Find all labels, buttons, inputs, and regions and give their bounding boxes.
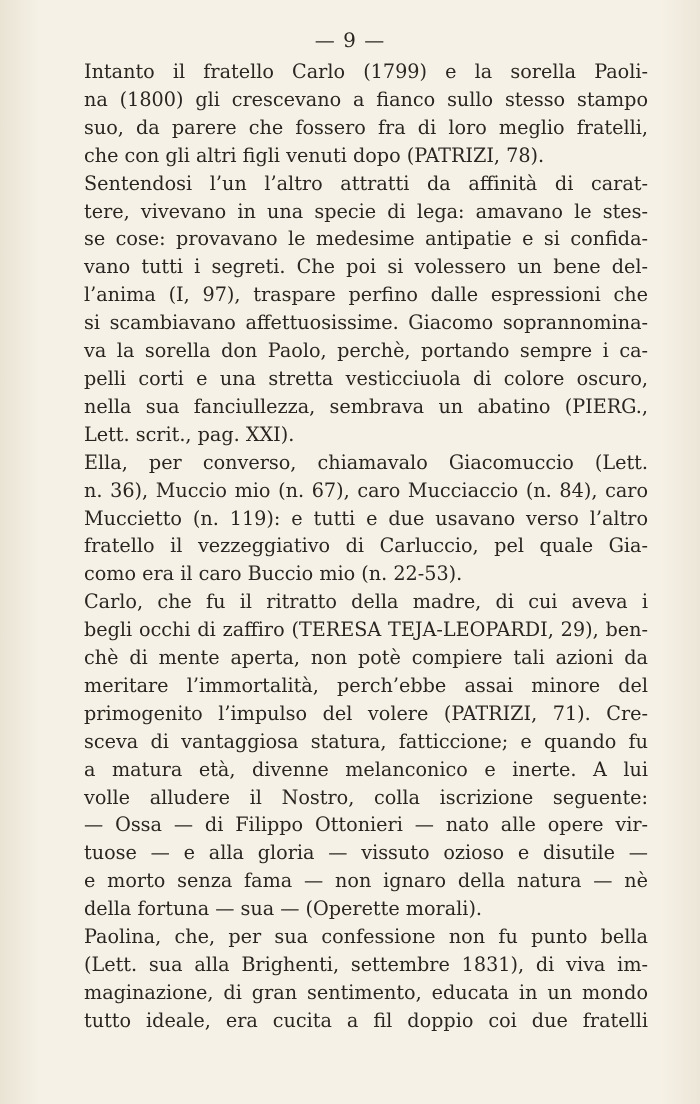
text-line: nella sua fanciullezza, sembrava un abatino (PIERG., bbox=[84, 394, 648, 418]
text-line: Muccietto (n. 119): e tutti e due usavano verso l’altro bbox=[84, 506, 648, 530]
text-line: maginazione, di gran sentimento, educata in un mondo bbox=[84, 980, 648, 1004]
text-line: chè di mente aperta, non potè compiere tali azioni da bbox=[84, 646, 648, 670]
text-line: volle alludere il Nostro, colla iscrizione seguente: bbox=[84, 785, 648, 809]
text-line: si scambiavano affettuosissime. Giacomo soprannomina- bbox=[84, 311, 648, 335]
text-line: va la sorella don Paolo, perchè, portando sempre i ca- bbox=[84, 339, 648, 363]
text-line: Ella, per converso, chiamavalo Giacomuccio (Lett. bbox=[84, 450, 648, 474]
page-number: — 9 — bbox=[314, 28, 386, 52]
text-line: pelli corti e una stretta vesticciuola di colore oscuro, bbox=[84, 366, 648, 390]
text-line: begli occhi di zaffiro (TERESA TEJA-LEOPARDI, 29), ben- bbox=[84, 618, 648, 642]
text-line: Paolina, che, per sua confessione non fu punto bella bbox=[84, 925, 648, 949]
text-line: se cose: provavano le medesime antipatie e si confida- bbox=[84, 227, 648, 251]
text-line: della fortuna — sua — (Operette morali). bbox=[84, 897, 483, 921]
text-line: e morto senza fama — non ignaro della natura — nè bbox=[84, 869, 648, 893]
text-line: suo, da parere che fossero fra di loro meglio fratelli, bbox=[84, 115, 648, 139]
paragraph-2 bbox=[52, 170, 648, 449]
text-line: meritare l’immortalità, perch’ebbe assai minore del bbox=[84, 673, 648, 697]
text-line: tuose — e alla gloria — vissuto ozioso e disutile — bbox=[84, 841, 648, 865]
text-line: fratello il vezzeggiativo di Carluccio, pel quale Gia- bbox=[84, 534, 648, 558]
text-line: Carlo, che fu il ritratto della madre, di cui aveva i bbox=[84, 590, 648, 614]
text-line: n. 36), Muccio mio (n. 67), caro Mucciaccio (n. 84), caro bbox=[84, 478, 648, 502]
body-text bbox=[52, 58, 648, 1035]
text-line: tere, vivevano in una specie di lega: amavano le stes- bbox=[84, 199, 648, 223]
text-line: Sentendosi l’un l’altro attratti da affinità di carat- bbox=[84, 171, 648, 195]
text-line: sceva di vantaggiosa statura, fatticcione; e quando fu bbox=[84, 729, 648, 753]
text-line: a matura età, divenne melanconico e inerte. A lui bbox=[84, 757, 648, 781]
text-line: tutto ideale, era cucita a fil doppio coi due fratelli bbox=[84, 1008, 648, 1032]
text-line: — Ossa — di Filippo Ottonieri — nato alle opere vir- bbox=[84, 813, 648, 837]
text-line: Lett. scrit., pag. XXI). bbox=[84, 422, 295, 446]
text-line: che con gli altri figli venuti dopo (PATRIZI, 78). bbox=[84, 143, 545, 167]
paragraph-3 bbox=[52, 449, 648, 589]
paragraph-1 bbox=[52, 58, 648, 170]
paragraph-4 bbox=[52, 588, 648, 923]
text-line: vano tutti i segreti. Che poi si volessero un bene del- bbox=[84, 255, 648, 279]
text-line: como era il caro Buccio mio (n. 22-53). bbox=[84, 562, 463, 586]
text-line: (Lett. sua alla Brighenti, settembre 1831), di viva im- bbox=[84, 953, 648, 976]
text-line: primogenito l’impulso del volere (PATRIZI, 71). Cre- bbox=[84, 701, 648, 725]
text-line: l’anima (I, 97), traspare perfino dalle espressioni che bbox=[84, 283, 648, 307]
text-line: Intanto il fratello Carlo (1799) e la sorella Paoli- bbox=[84, 60, 648, 83]
paragraph-5 bbox=[52, 923, 648, 1035]
text-line: na (1800) gli crescevano a fianco sullo stesso stampo bbox=[84, 87, 648, 111]
